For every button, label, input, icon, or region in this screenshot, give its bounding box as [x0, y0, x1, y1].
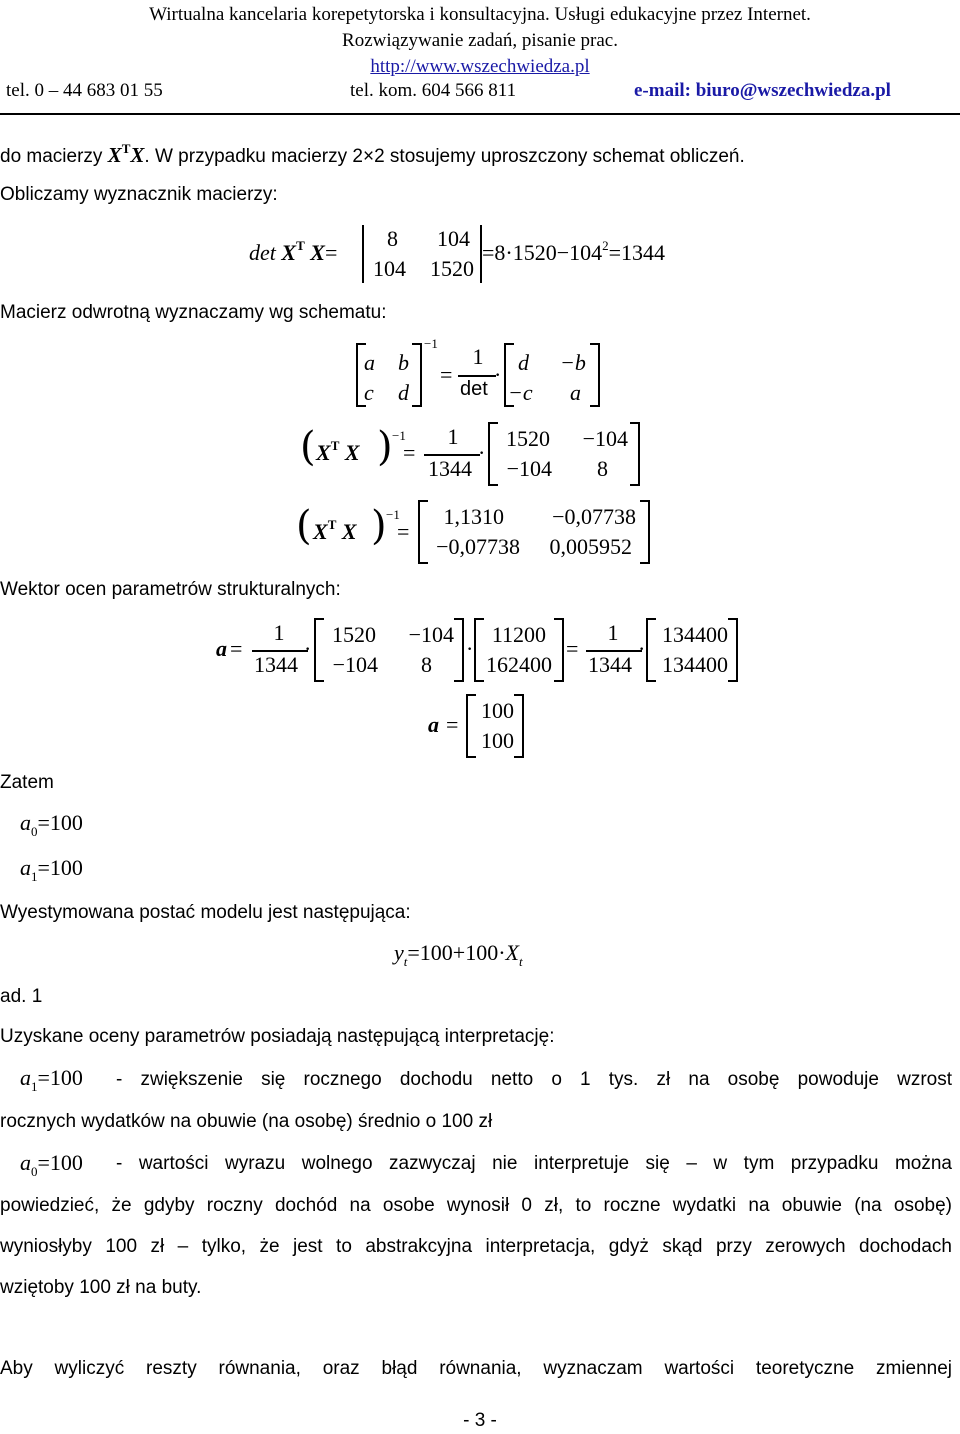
schema-d: d: [398, 380, 409, 405]
inv1-t: T: [330, 438, 340, 453]
vec2-v1: 100: [481, 698, 514, 723]
inv1-den: 1344: [428, 456, 472, 481]
model-t: t: [403, 954, 408, 969]
header-line-2: Rozwiązywanie zadań, pisanie prac.: [342, 30, 618, 51]
a0-desc-line4: wziętoby 100 zł na buty.: [0, 1277, 202, 1298]
inv2-m11: 1,1310: [443, 504, 504, 529]
schema-num: 1: [472, 344, 484, 369]
vec1-num: 1: [273, 620, 285, 645]
inv2-m12: −0,07738: [552, 504, 636, 529]
model-t2: t: [518, 954, 523, 969]
schema-frac-line: [458, 375, 496, 377]
a1-rhs: =100: [37, 855, 83, 880]
vector-intro: Wektor ocen parametrów strukturalnych:: [0, 579, 341, 600]
det-t: T: [296, 238, 305, 253]
model-y: y: [394, 940, 404, 965]
inv1-x2: X: [344, 440, 360, 465]
vec1-wbracket-r: [728, 618, 738, 682]
schema-r22: a: [570, 380, 581, 405]
email-link[interactable]: e-mail: biuro@wszechwiedza.pl: [634, 80, 891, 101]
model-equation: [394, 940, 523, 969]
det-word: det: [249, 240, 276, 265]
vec1-dot: ·: [304, 636, 312, 661]
intro-prefix: do macierzy: [0, 146, 108, 167]
inv1-eq: =: [403, 440, 416, 465]
vec1-bracket-r: [454, 618, 464, 682]
schema-a: a: [364, 350, 375, 375]
inv1-m21: −104: [506, 456, 552, 481]
det-m22: 1520: [430, 256, 474, 281]
phone-text: tel. 0 – 44 683 01 55: [6, 80, 163, 101]
schema-exp: −1: [424, 336, 438, 351]
inv2-exp: −1: [386, 507, 400, 522]
vec1-eq2: =: [566, 636, 579, 661]
header-link-row: [0, 54, 960, 80]
inv1-dot: ·: [478, 440, 486, 465]
page-number: - 3 -: [463, 1410, 497, 1431]
schema-dot: ·: [494, 362, 502, 387]
a0-desc-line2: powiedzieć, że gdyby roczny dochód na osobe wynosił 0 zł, to roczne wydatki na obuwie (na osobę): [0, 1195, 952, 1216]
a1-a: a: [20, 855, 31, 880]
schema-c: c: [364, 380, 374, 405]
schema-b: b: [398, 350, 409, 375]
vec2-v2: 100: [481, 728, 514, 753]
interp-intro: Uzyskane oceny parametrów posiadają następującą interpretację:: [0, 1026, 555, 1047]
inv1-m12: −104: [582, 426, 628, 451]
det-m12: 104: [437, 226, 470, 251]
det-rhs: [482, 240, 665, 266]
det-m21: 104: [373, 256, 406, 281]
vec2-bracket-r: [514, 694, 524, 758]
vec1-num2: 1: [607, 620, 619, 645]
vec1-m12: −104: [408, 622, 454, 647]
inv2-bracket-r: [640, 500, 650, 564]
model-intro: Wyestymowana postać modelu jest następująca:: [0, 902, 411, 923]
inv1-lhs: [316, 440, 360, 466]
interp-a0-sub: 0: [31, 1164, 38, 1179]
inv2-lhs: [313, 519, 357, 545]
det-rhs-square: 2: [602, 238, 609, 253]
inv2-t: T: [327, 517, 337, 532]
a0-sub: 0: [31, 824, 38, 839]
inv2-m21: −0,07738: [436, 534, 520, 559]
vec1-w2: 134400: [662, 652, 728, 677]
vec1-m11: 1520: [332, 622, 376, 647]
schema-bracket-r: [412, 343, 422, 407]
a0-desc-line3: wyniosłyby 100 zł – tylko, że jest to abstrakcyjna interpretacja, gdyż skąd przy zerowych dochodach: [0, 1236, 952, 1257]
website-link[interactable]: http://www.wszechwiedza.pl: [370, 56, 590, 77]
det-lhs: [249, 240, 337, 266]
det-x2: X: [310, 240, 325, 265]
inv2-eq: =: [397, 519, 410, 544]
vec1-den2: 1344: [588, 652, 632, 677]
a1-sub: 1: [31, 869, 38, 884]
vec1-w1: 134400: [662, 622, 728, 647]
interp-a1-rhs: =100: [37, 1065, 83, 1090]
inv1-num: 1: [447, 424, 459, 449]
intro-x2: X: [130, 143, 145, 167]
interp-a0-rhs: =100: [37, 1150, 83, 1175]
inv2-x: X: [313, 519, 328, 544]
a0-rhs: =100: [37, 810, 83, 835]
mobile-text: tel. kom. 604 566 811: [350, 80, 517, 101]
schema-r11: d: [518, 350, 529, 375]
vec2-a: a: [428, 712, 439, 737]
inv1-x: X: [316, 440, 331, 465]
interp-a0-a: a: [20, 1150, 31, 1175]
a0-equation: [20, 810, 83, 839]
schema-eq: =: [440, 362, 453, 387]
inv1-exp: −1: [392, 428, 406, 443]
a0-a: a: [20, 810, 31, 835]
det-rhs-expr: =8·1520−104: [482, 240, 603, 265]
interp-a0-equation: [20, 1150, 83, 1179]
model-x: X: [505, 940, 519, 965]
model-rhs: =100+100·: [407, 940, 506, 965]
interp-a1-sub: 1: [31, 1079, 38, 1094]
zatem-label: Zatem: [0, 772, 54, 793]
header-line-1: Wirtualna kancelaria korepetytorska i konsultacyjna. Usługi edukacyjne przez Internet.: [149, 4, 811, 25]
a1-equation: [20, 855, 83, 884]
residuals-line: Aby wyliczyć reszty równania, oraz błąd równania, wyznaczam wartości teoretyczne zmiennej: [0, 1358, 952, 1379]
vec1-den: 1344: [254, 652, 298, 677]
det-intro: Obliczamy wyznacznik macierzy:: [0, 184, 278, 205]
vec1-dot3: ·: [638, 636, 646, 661]
intro-rest: . W przypadku macierzy 2×2 stosujemy uproszczony schemat obliczeń.: [144, 146, 745, 167]
a1-desc-line1: - zwiększenie się rocznego dochodu netto o 1 tys. zł na osobę powoduje wzrost: [116, 1069, 952, 1090]
det-x: X: [281, 240, 297, 265]
det-eq: =: [324, 240, 338, 265]
det-bar-left: [362, 225, 364, 283]
intro-t: T: [121, 141, 131, 156]
inv1-m22: 8: [597, 456, 608, 481]
a0-desc-line1: - wartości wyrazu wolnego zazwyczaj nie interpretuje się – w tym przypadku można: [116, 1153, 952, 1174]
vec2-eq: =: [446, 712, 459, 737]
vec1-vbracket-r: [554, 618, 564, 682]
ad1-label: ad. 1: [0, 986, 43, 1007]
vec1-v1: 11200: [491, 622, 546, 647]
intro-x: X: [107, 143, 122, 167]
schema-r21: −c: [508, 380, 533, 405]
vec1-m22: 8: [421, 652, 432, 677]
inv2-x2: X: [341, 519, 357, 544]
inverse-intro: Macierz odwrotną wyznaczamy wg schematu:: [0, 302, 387, 323]
vec1-eq: =: [230, 636, 243, 661]
vec1-dot2: ·: [466, 636, 474, 661]
inv1-m11: 1520: [506, 426, 550, 451]
interp-a1-a: a: [20, 1065, 31, 1090]
interp-a1-equation: [20, 1065, 83, 1094]
vec1-v2: 162400: [486, 652, 552, 677]
schema-r12: −b: [560, 350, 586, 375]
vec1-a: a: [216, 636, 227, 661]
det-rhs-result: =1344: [608, 240, 666, 265]
intro-line: [0, 143, 745, 168]
inv2-m22: 0,005952: [549, 534, 632, 559]
a1-desc-line2: rocznych wydatków na obuwie (na osobę) średnio o 100 zł: [0, 1111, 493, 1132]
schema-den: det: [460, 378, 488, 400]
schema-rbracket-r: [590, 343, 600, 407]
vec1-m21: −104: [332, 652, 378, 677]
det-m11: 8: [387, 226, 398, 251]
header-divider: [0, 113, 960, 115]
inv1-bracket-r: [630, 422, 640, 486]
